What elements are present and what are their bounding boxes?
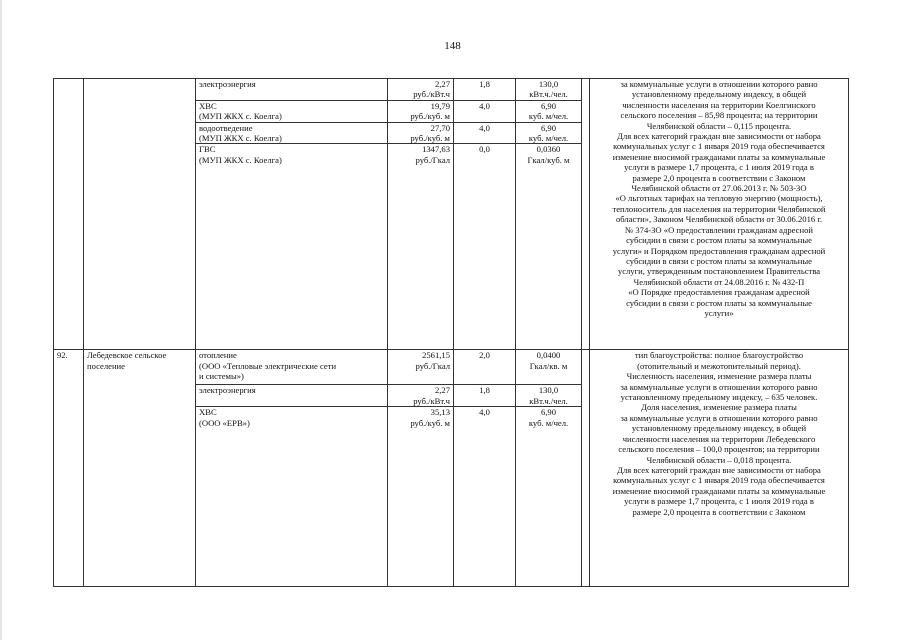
tariff-table bbox=[53, 78, 849, 587]
index-value bbox=[454, 100, 516, 122]
note-text-line: сельского поселения – 85,98 процента; на территории bbox=[620, 110, 818, 121]
note-text-line: (отопительный и межотопительный период). bbox=[637, 360, 801, 371]
service-name bbox=[196, 350, 388, 385]
norm-value-line: Гкал/куб. м bbox=[527, 154, 570, 165]
table-row bbox=[54, 79, 849, 101]
index-value-line: 4,0 bbox=[479, 100, 490, 111]
service-name bbox=[196, 79, 388, 101]
norm-value bbox=[516, 350, 582, 385]
settlement-name bbox=[84, 79, 196, 350]
table-row bbox=[54, 350, 849, 385]
index-value-line: 1,8 bbox=[479, 79, 490, 89]
note-text-line: коммунальных услуг с 1 января 2019 года обеспечивается bbox=[613, 141, 825, 152]
norm-value-line: 6,90 bbox=[540, 100, 557, 111]
tariff-value-line: руб./куб. м bbox=[410, 111, 450, 122]
note-text-line: Доля населения, изменение размера платы bbox=[641, 402, 797, 413]
tariff-value-line: 1347,63 bbox=[422, 144, 450, 155]
note-text-line: субсидии в связи с ростом платы за коммунальные bbox=[626, 297, 812, 308]
norm-value-line: 6,90 bbox=[540, 407, 557, 418]
norm-value bbox=[516, 79, 582, 101]
tariff-value-line: руб./Гкал bbox=[415, 360, 450, 371]
row-number-line: 92. bbox=[57, 350, 68, 361]
note-text-line: услуги в размере 1,7 процента, с 1 июля 2019 года в bbox=[624, 496, 814, 507]
note-text-line: Для всех категорий граждан вне зависимости от набора bbox=[617, 464, 821, 475]
service-name-line: отопление bbox=[199, 350, 237, 361]
tariff-value-line: 2561,15 bbox=[422, 350, 450, 361]
tariff-value-line: руб./Гкал bbox=[415, 154, 450, 165]
note-text-line: Челябинской области – 0,018 процента. bbox=[646, 454, 792, 465]
note-text-line: Челябинской области – 0,115 процента. bbox=[646, 120, 792, 131]
tariff-value-line: 19,79 bbox=[430, 100, 450, 111]
norm-value-line: куб. м/чел. bbox=[528, 111, 569, 122]
service-name-line: ГВС bbox=[199, 144, 216, 155]
note-text-line: за коммунальные услуги в отношении которого равно bbox=[620, 381, 818, 392]
row-number bbox=[54, 350, 84, 587]
tariff-value bbox=[388, 407, 454, 587]
note-text-line: за коммунальные услуги в отношении которого равно bbox=[620, 412, 818, 423]
tariff-value-line: 2,27 bbox=[434, 79, 450, 89]
service-name bbox=[196, 122, 388, 144]
norm-value-line: 0,0360 bbox=[536, 144, 561, 155]
tariff-value-line: руб./куб. м bbox=[410, 417, 450, 428]
norm-value-line: 130,0 bbox=[538, 385, 559, 396]
settlement-name-line: Лебедевское сельское bbox=[87, 350, 167, 361]
settlement-name bbox=[84, 350, 196, 587]
note-text-line: теплоноситель для населения на территории Челябинской bbox=[612, 203, 826, 214]
note-text-line: услуги» и Порядком предоставления гражданам адресной bbox=[612, 245, 826, 256]
tariff-value bbox=[388, 79, 454, 101]
service-name-line: (МУП ЖКХ с. Коелга) bbox=[199, 111, 282, 122]
note-text-line: субсидии в связи с ростом платы за коммунальные bbox=[626, 235, 812, 246]
index-value bbox=[454, 385, 516, 407]
note-text-line: изменение вносимой гражданами платы за коммунальные bbox=[612, 151, 826, 162]
tariff-value bbox=[388, 122, 454, 144]
tariff-value-line: руб./куб. м bbox=[410, 133, 450, 144]
note-text-line: установленному предельному индексу, в общей bbox=[631, 423, 807, 434]
service-name-line: водоотведение bbox=[199, 122, 253, 133]
norm-value-line: Гкал/кв. м bbox=[529, 360, 568, 371]
note-text-line: коммунальных услуг с 1 января 2019 года обеспечивается bbox=[613, 475, 825, 486]
tariff-value-line: 2,27 bbox=[434, 385, 450, 396]
spacer-cell bbox=[582, 79, 590, 350]
tariff-value-line: руб./кВт.ч bbox=[413, 395, 450, 406]
norm-value bbox=[516, 144, 582, 350]
note-text bbox=[590, 350, 849, 587]
service-name-line: и системы») bbox=[199, 371, 244, 382]
service-name-line: ХВС bbox=[199, 407, 217, 418]
norm-value-line: 0,0400 bbox=[536, 350, 561, 361]
service-name-line: электроэнергия bbox=[199, 79, 256, 89]
tariff-value-line: 35,13 bbox=[430, 407, 450, 418]
tariff-value bbox=[388, 144, 454, 350]
index-value-line: 2,0 bbox=[479, 350, 490, 361]
norm-value-line: 130,0 bbox=[538, 79, 559, 89]
service-name-line: ХВС bbox=[199, 100, 217, 111]
note-text-line: численности населения на территории Лебедевского bbox=[622, 433, 816, 444]
row-number bbox=[54, 79, 84, 350]
service-name bbox=[196, 144, 388, 350]
page-number: 148 bbox=[444, 40, 461, 52]
note-text-line: Челябинской области от 24.08.2016 г. № 432-П bbox=[633, 276, 805, 287]
norm-value-line: кВт.ч./чел. bbox=[529, 89, 568, 100]
index-value-line: 4,0 bbox=[479, 122, 490, 133]
norm-value-line: 6,90 bbox=[540, 122, 557, 133]
spacer-cell bbox=[582, 350, 590, 587]
note-text-line: № 374-ЗО «О предоставлении гражданам адресной bbox=[625, 224, 813, 235]
service-name-line: (ООО «ЕРВ») bbox=[199, 417, 250, 428]
note-text-line: Челябинской области от 27.06.2013 г. № 503-ЗО bbox=[631, 183, 807, 194]
note-text-line: Численность населения, изменение размера платы bbox=[626, 371, 812, 382]
note-text-line: изменение вносимой гражданами платы за коммунальные bbox=[612, 485, 826, 496]
tariff-value-line: 27,70 bbox=[430, 122, 450, 133]
tariff-value-line: руб./кВт.ч bbox=[413, 89, 450, 100]
note-text-line: «О Порядке предоставления гражданам адресной bbox=[628, 287, 810, 298]
tariff-value bbox=[388, 385, 454, 407]
service-name bbox=[196, 407, 388, 587]
norm-value bbox=[516, 100, 582, 122]
note-text-line: услуги, утвержденным постановлением Правительства bbox=[617, 266, 821, 277]
index-value bbox=[454, 407, 516, 587]
note-text-line: размере 2,0 процента в соответствии с Законом bbox=[632, 172, 806, 183]
tariff-value bbox=[388, 100, 454, 122]
note-text-line: установленному предельному индексу, – 635 человек. bbox=[620, 392, 818, 403]
index-value bbox=[454, 144, 516, 350]
norm-value bbox=[516, 407, 582, 587]
norm-value-line: кВт.ч./чел. bbox=[529, 395, 568, 406]
note-text-line: численности населения на территории Коелгинского bbox=[622, 99, 816, 110]
note-text-line: за коммунальные услуги в отношении которого равно bbox=[620, 79, 818, 89]
norm-value-line: куб. м/чел. bbox=[528, 133, 569, 144]
note-text bbox=[590, 79, 849, 350]
note-text-line: размере 2,0 процента в соответствии с Законом bbox=[632, 506, 806, 517]
norm-value bbox=[516, 122, 582, 144]
service-name-line: (ООО «Тепловые электрические сети bbox=[199, 360, 337, 371]
note-text-line: сельского поселения – 100,0 процентов; на территории bbox=[618, 444, 820, 455]
service-name-line: электроэнергия bbox=[199, 385, 256, 396]
note-text-line: субсидии в связи с ростом платы за коммунальные bbox=[626, 255, 812, 266]
service-name bbox=[196, 100, 388, 122]
note-text-line: «О льготных тарифах на тепловую энергию (мощность), bbox=[615, 193, 823, 204]
note-text-line: услуги в размере 1,7 процента, с 1 июля 2019 года в bbox=[624, 162, 814, 173]
note-text-line: тип благоустройства: полное благоустройство bbox=[634, 350, 804, 361]
settlement-name-line: поселение bbox=[87, 360, 125, 371]
index-value-line: 4,0 bbox=[479, 407, 490, 418]
index-value-line: 1,8 bbox=[479, 385, 490, 396]
service-name-line: (МУП ЖКХ с. Коелга) bbox=[199, 154, 282, 165]
service-name bbox=[196, 385, 388, 407]
service-name-line: (МУП ЖКХ с. Коелга) bbox=[199, 133, 282, 144]
tariff-value bbox=[388, 350, 454, 385]
norm-value-line: куб. м/чел. bbox=[528, 417, 569, 428]
index-value bbox=[454, 79, 516, 101]
note-text-line: установленному предельному индексу, в общей bbox=[631, 89, 807, 100]
index-value bbox=[454, 350, 516, 385]
index-value bbox=[454, 122, 516, 144]
note-text-line: услуги» bbox=[704, 307, 734, 318]
scan-edge bbox=[0, 0, 2, 640]
note-text-line: Для всех категорий граждан вне зависимости от набора bbox=[617, 131, 821, 142]
index-value-line: 0,0 bbox=[479, 144, 490, 155]
norm-value bbox=[516, 385, 582, 407]
note-text-line: области», Законом Челябинской области от 30.06.2016 г. bbox=[615, 214, 823, 225]
